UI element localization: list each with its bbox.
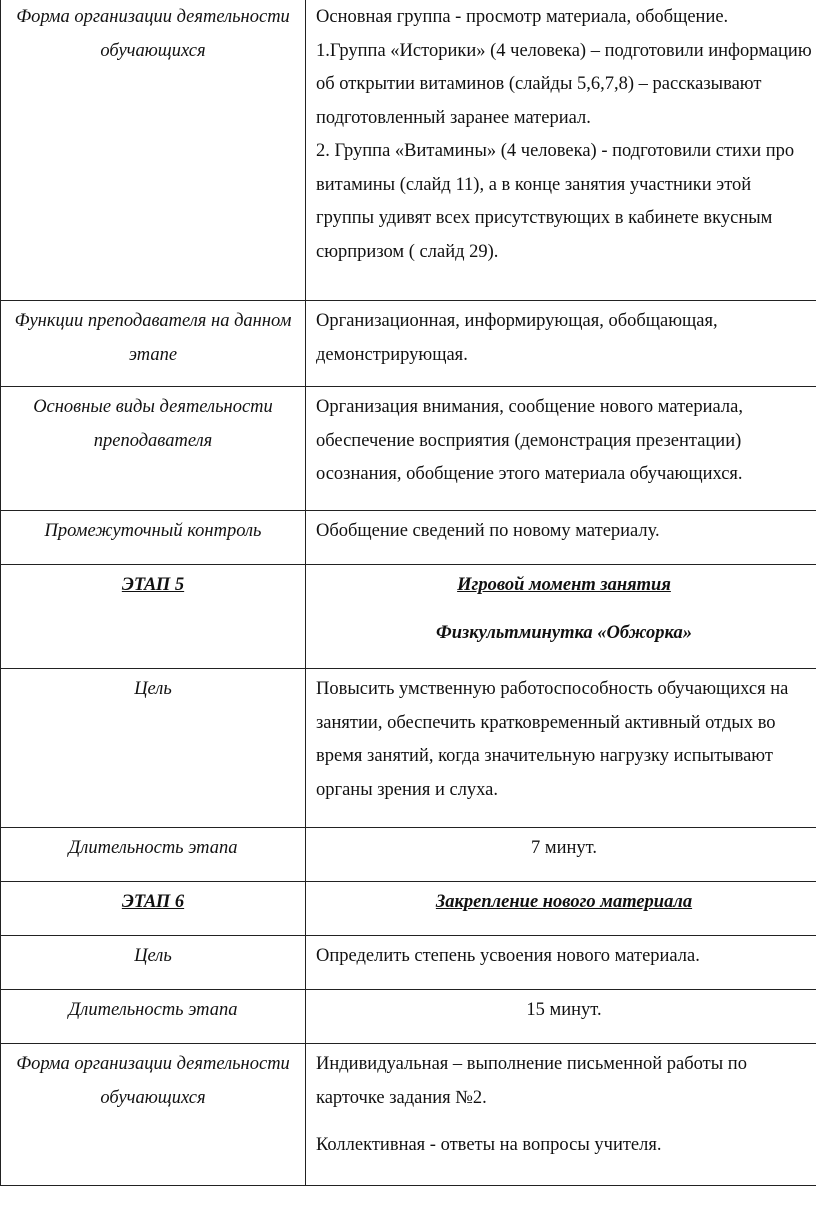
table-row [1,1044,816,1186]
row-content: Обобщение сведений по новому материалу. [316,521,660,541]
table-row [1,301,816,387]
row-content-cell [306,0,816,301]
table-row [1,0,816,301]
stage-subtitle: Физкультминутка «Обжорка» [436,622,692,643]
row-content-cell [306,936,816,990]
row-content: Определить степень усвоения нового материала. [316,946,700,966]
stage-label-cell [1,882,306,936]
table-row [1,387,816,511]
row-label-cell [1,936,306,990]
row-label: Форма организации деятельности обучающихся [16,1054,290,1108]
row-content: Повысить умственную работоспособность обучающихся на занятии, обеспечить кратковременный активный отдых во время занятий, когда значительную нагрузку испытывают органы зрения и слуха. [316,679,789,800]
table-row [1,990,816,1044]
row-label: Функции преподавателя на данном этапе [14,311,292,365]
row-label: Промежуточный контроль [44,521,262,541]
content-paragraph: Основная группа - просмотр материала, обобщение. [316,7,729,27]
stage-title-cell [306,565,816,669]
table-row [1,669,816,828]
stage-row [1,565,816,669]
stage-label: ЭТАП 5 [121,575,185,595]
row-label-cell [1,669,306,828]
stage-title: Закрепление нового материала [435,892,693,912]
content-paragraph: 2. Группа «Витамины» (4 человека) - подготовили стихи про витамины (слайд 11), а в конце занятия участники этой группы удивят всех присутствующих в кабинете вкусным сюрпризом ( слайд 29). [316,141,795,262]
row-content: Организация внимания, сообщение нового материала, обеспечение восприятия (демонстрация презентации) осознания, обобщение этого материала обучающихся. [316,397,743,484]
stage-label: ЭТАП 6 [121,892,185,912]
stage-title: Игровой момент занятия [457,575,671,595]
row-label: Основные виды деятельности преподавателя [33,397,273,451]
row-label: Форма организации деятельности обучающихся [16,7,290,61]
row-label-cell [1,1044,306,1186]
row-label-cell [1,990,306,1044]
row-label: Цель [134,679,172,699]
row-content-cell [306,387,816,511]
row-label-cell [1,301,306,387]
content-paragraph: 1.Группа «Историки» (4 человека) – подготовили информацию об открытии витаминов (слайды 5,6,7,8) – рассказывают подготовленный заранее материал. [316,40,812,128]
table-row [1,511,816,565]
row-label-cell [1,511,306,565]
stage-label-cell [1,565,306,669]
row-content-cell [306,511,816,565]
row-content-cell [306,1044,816,1186]
row-content: 7 минут. [531,838,597,858]
row-content-cell [306,990,816,1044]
content-paragraph: Индивидуальная – выполнение письменной работы по карточке задания №2. [316,1054,747,1108]
content-paragraph: Коллективная - ответы на вопросы учителя. [316,1135,662,1155]
table-row [1,828,816,882]
stage-title-cell [306,882,816,936]
row-label-cell [1,0,306,301]
row-content-cell [306,669,816,828]
row-content-cell [306,828,816,882]
row-label: Длительность этапа [68,838,238,858]
row-content: 15 минут. [526,1000,602,1020]
row-label-cell [1,387,306,511]
row-label-cell [1,828,306,882]
stage-row [1,882,816,936]
table-row [1,936,816,990]
row-content-cell [306,301,816,387]
row-content: Организационная, информирующая, обобщающая, демонстрирующая. [316,311,718,365]
row-label: Цель [134,946,172,966]
row-label: Длительность этапа [68,1000,238,1020]
